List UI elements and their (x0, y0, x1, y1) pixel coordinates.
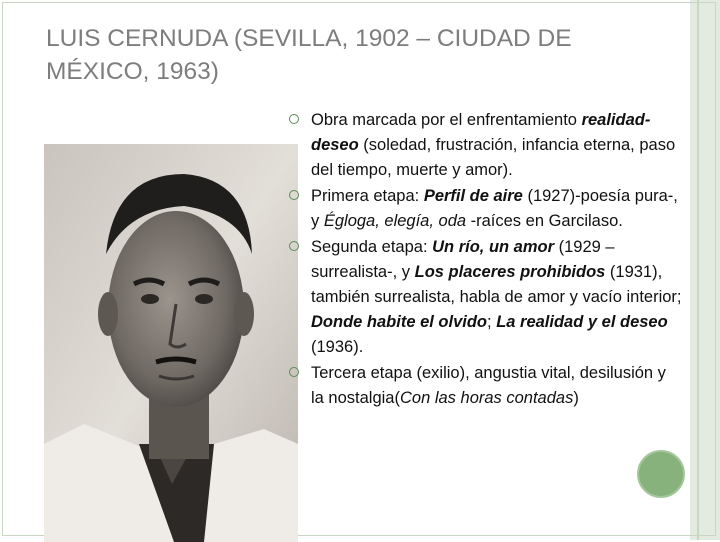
book-title: Perfil de aire (423, 187, 523, 205)
emphasis: realidad-deseo (311, 111, 651, 154)
book-title: Un río, un amor (432, 238, 555, 256)
bullet-circle-icon (289, 367, 299, 377)
book-title: Donde habite el olvido (311, 313, 488, 331)
book-title: Égloga, elegía, oda (323, 212, 467, 230)
decorative-circle (637, 450, 685, 498)
bullet-list (288, 108, 682, 412)
portrait-illustration (44, 144, 298, 542)
bullet-circle-icon (289, 114, 299, 124)
bullet-circle-icon (289, 241, 299, 251)
book-title: Los placeres prohibidos (414, 263, 606, 281)
portrait-photo (44, 144, 298, 542)
slide-title: LUIS CERNUDA (SEVILLA, 1902 – CIUDAD DE MÉXICO, 1963) (46, 25, 572, 85)
book-title: La realidad y el deseo (496, 313, 668, 331)
bullet-circle-icon (289, 190, 299, 200)
bullet-item: Obra marcada por el enfrentamiento realidad-deseo (soledad, frustración, infancia eterna, paso del tiempo, muerte y amor). (288, 108, 682, 183)
bullet-item: Primera etapa: Perfil de aire (1927)-poesía pura-, y Égloga, elegía, oda -raíces en Garcilaso. (288, 184, 682, 234)
bullet-item: Segunda etapa: Un río, un amor (1929 –surrealista-, y Los placeres prohibidos (1931), también surrealista, habla de amor y vacío interior; Donde habite el olvido; La realidad y el deseo (1936). (288, 235, 682, 360)
bullet-item: Tercera etapa (exilio), angustia vital, desilusión y la nostalgia(Con las horas contadas) (288, 361, 682, 411)
book-title: Con las horas contadas (399, 389, 574, 407)
